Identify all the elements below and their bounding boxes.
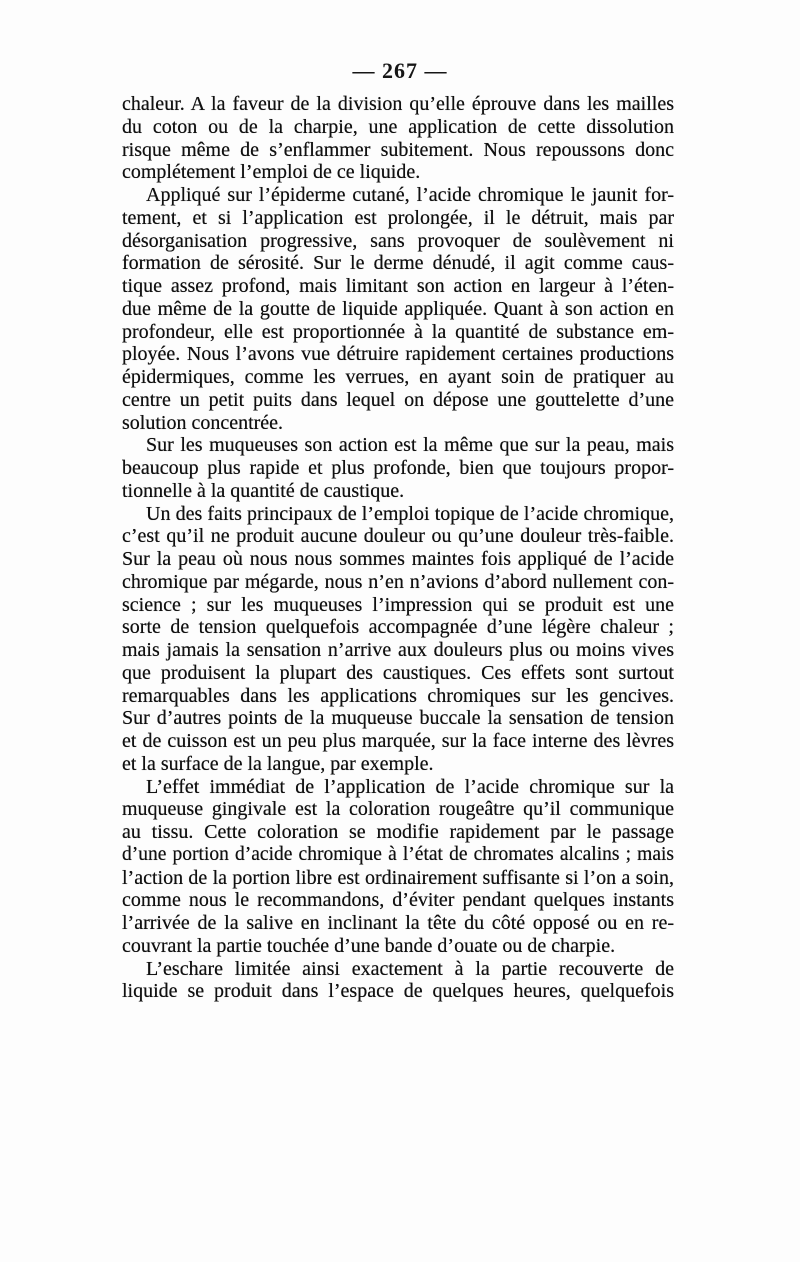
text-line: c’est qu’il ne produit aucune douleur ou qu’une douleur très-faible. xyxy=(122,525,674,548)
text-line: Appliqué sur l’épiderme cutané, l’acide chromique le jaunit for- xyxy=(146,184,674,206)
text-line: risque même de s’enflammer subitement. Nous repoussons donc xyxy=(122,138,674,161)
text-line: épidermiques, comme les verrues, en ayant soin de pratiquer au xyxy=(122,366,674,388)
text-line: comme nous le recommandons, d’éviter pendant quelques instants xyxy=(122,889,674,912)
text-line: sorte de tension quelquefois accompagnée d’une légère chaleur ; xyxy=(122,616,674,639)
text-line: et de cuisson est un peu plus marquée, sur la face interne des lèvres xyxy=(122,730,674,752)
text-line: Sur la peau où nous nous sommes maintes fois appliqué de l’acide xyxy=(122,548,674,570)
text-line: couvrant la partie touchée d’une bande d’ouate ou de charpie. xyxy=(122,934,616,957)
text-line: chromique par mégarde, nous n’en n’avions d’abord nullement con- xyxy=(122,570,674,593)
text-line: muqueuse gingivale est la coloration rougeâtre qu’il communique xyxy=(122,798,674,821)
text-line: L’eschare limitée ainsi exactement à la partie recouverte de xyxy=(146,957,674,980)
text-line: Un des faits principaux de l’emploi topique de l’acide chromique, xyxy=(146,502,674,525)
text-line: science ; sur les muqueuses l’impression qui se produit est une xyxy=(122,593,674,616)
text-line: l’action de la portion libre est ordinairement suffisante si l’on a soin, xyxy=(122,866,674,889)
text-line: au tissu. Cette coloration se modifie rapidement par le passage xyxy=(122,821,674,843)
text-line: Sur les muqueuses son action est la même que sur la peau, mais xyxy=(146,434,674,457)
text-line: solution concentrée. xyxy=(122,411,284,434)
text-line: profondeur, elle est proportionnée à la quantité de substance em- xyxy=(122,320,674,343)
text-line: chaleur. A la faveur de la division qu’elle éprouve dans les mailles xyxy=(122,93,674,115)
text-line: ployée. Nous l’avons vue détruire rapidement certaines productions xyxy=(122,343,674,366)
text-line: complétement l’emploi de ce liquide. xyxy=(122,161,421,184)
body-text xyxy=(122,93,674,1003)
text-line: désorganisation progressive, sans provoquer de soulèvement ni xyxy=(122,229,674,252)
text-line: tement, et si l’application est prolongée, il le détruit, mais par xyxy=(122,206,674,229)
text-line: L’effet immédiat de l’application de l’acide chromique sur la xyxy=(146,775,674,798)
text-line: Sur d’autres points de la muqueuse buccale la sensation de tension xyxy=(122,707,674,730)
text-line: centre un petit puits dans lequel on dépose une gouttelette d’une xyxy=(122,388,674,411)
text-line: et la surface de la langue, par exemple. xyxy=(122,752,434,775)
text-line: remarquables dans les applications chromiques sur les gencives. xyxy=(122,684,674,707)
text-line: formation de sérosité. Sur le derme dénudé, il agit comme caus- xyxy=(122,252,674,275)
text-line: d’une portion d’acide chromique à l’état de chromates alcalins ; mais xyxy=(122,843,674,865)
text-line: du coton ou de la charpie, une application de cette dissolution xyxy=(122,115,674,138)
page-number: — 267 — xyxy=(352,58,448,83)
text-line: beaucoup plus rapide et plus profonde, bien que toujours propor- xyxy=(122,457,674,479)
text-line: mais jamais la sensation n’arrive aux douleurs plus ou moins vives xyxy=(122,639,674,661)
text-line: tique assez profond, mais limitant son action en largeur à l’éten- xyxy=(122,275,674,297)
text-line: due même de la goutte de liquide appliquée. Quant à son action en xyxy=(122,297,674,320)
text-line: tionnelle à la quantité de caustique. xyxy=(122,479,405,502)
text-line: que produisent la plupart des caustiques. Ces effets sont surtout xyxy=(122,661,674,684)
text-line: l’arrivée de la salive en inclinant la tête du côté opposé ou en re- xyxy=(122,912,674,934)
text-line: liquide se produit dans l’espace de quelques heures, quelquefois xyxy=(122,980,674,1003)
